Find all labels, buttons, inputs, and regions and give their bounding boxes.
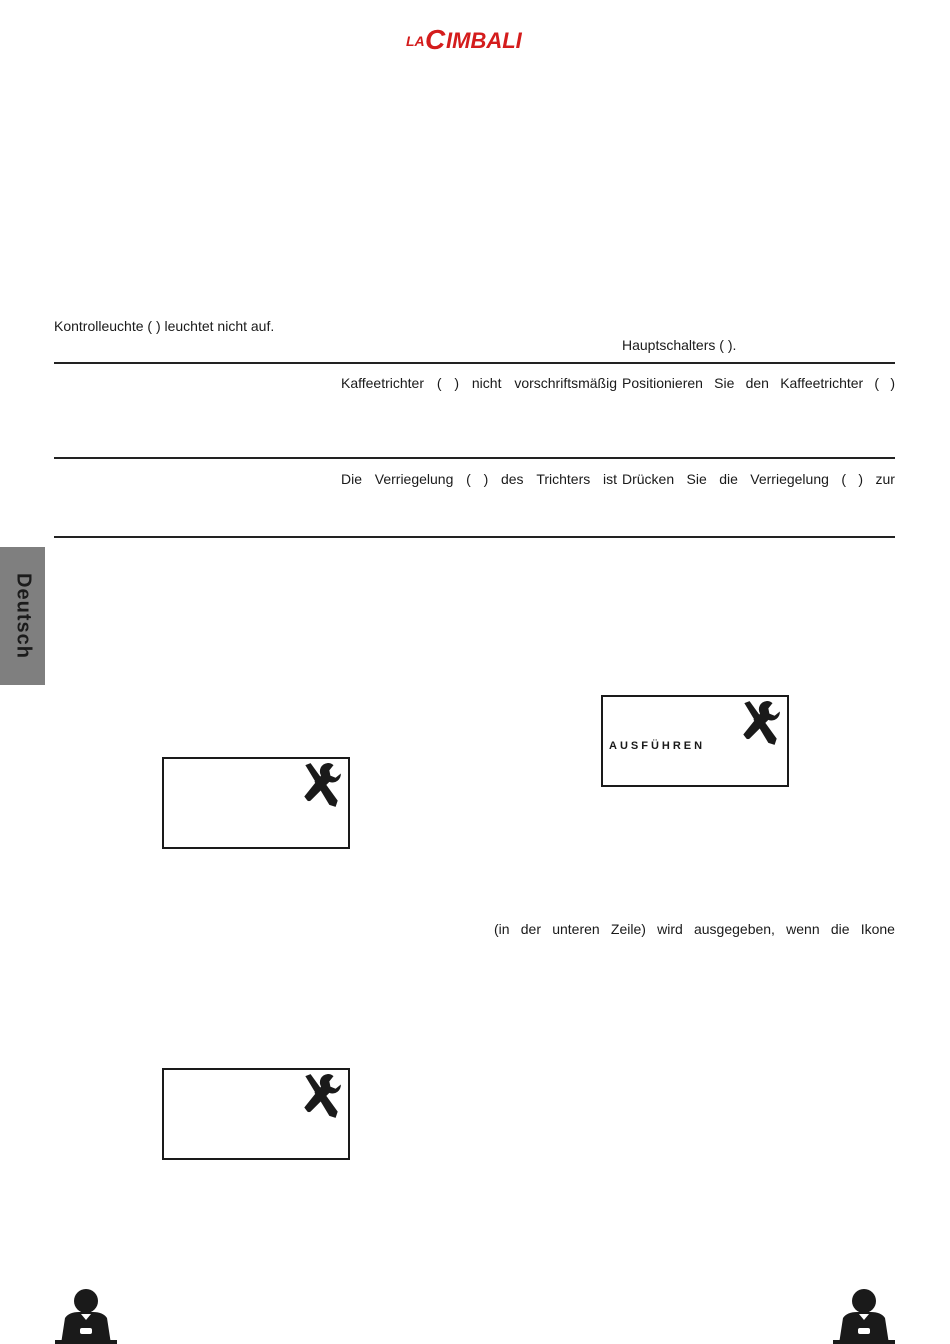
barista-icon — [55, 1288, 117, 1344]
word: ) — [454, 375, 460, 391]
svg-text:LA: LA — [406, 33, 425, 49]
language-tab-label: Deutsch — [12, 573, 34, 659]
display-panel-left-bottom — [162, 1068, 350, 1160]
tools-icon — [300, 1072, 342, 1120]
row3-cause-line — [341, 470, 617, 488]
word: Zeile) — [610, 921, 646, 937]
row3-remedy-line — [622, 470, 895, 488]
table-rule — [54, 457, 895, 459]
word: ) — [858, 471, 864, 487]
word: ) — [483, 471, 489, 487]
word: Sie — [686, 471, 707, 487]
word: Positionieren — [622, 375, 703, 391]
word: vorschriftsmäßig — [514, 375, 617, 391]
word: ( — [874, 375, 880, 391]
word: Die — [341, 471, 363, 487]
word: ( — [436, 375, 442, 391]
word: die — [830, 921, 850, 937]
word: wird — [657, 921, 683, 937]
row2-cause-line — [341, 374, 617, 392]
tools-icon — [739, 699, 781, 747]
instruction-line — [494, 920, 895, 938]
barista-icon — [833, 1288, 895, 1344]
word: unteren — [552, 921, 600, 937]
word: Trichters — [536, 471, 591, 487]
word: Verriegelung — [750, 471, 829, 487]
table-rule — [54, 362, 895, 364]
tools-icon — [300, 761, 342, 809]
word: die — [719, 471, 738, 487]
word: zur — [875, 471, 895, 487]
word: ( — [841, 471, 846, 487]
row1-remedy-text: Hauptschalters ( ). — [622, 337, 737, 353]
word: Sie — [714, 375, 735, 391]
row2-remedy-line — [622, 374, 895, 392]
word: Ikone — [860, 921, 895, 937]
language-tab — [0, 547, 45, 685]
word: wenn — [786, 921, 820, 937]
word: ausgegeben, — [693, 921, 775, 937]
word: ist — [603, 471, 617, 487]
lacimbali-logo — [405, 24, 547, 56]
display-panel-left-top — [162, 757, 350, 849]
word: Drücken — [622, 471, 675, 487]
svg-text:IMBALI: IMBALI — [446, 28, 522, 53]
row1-cause-text: Kontrolleuchte ( ) leuchtet nicht auf. — [54, 318, 275, 334]
display-label: AUSFÜHREN — [609, 740, 706, 752]
word: Kaffeetrichter — [341, 375, 425, 391]
word: nicht — [471, 375, 502, 391]
word: (in — [494, 921, 510, 937]
table-rule — [54, 536, 895, 538]
word: Kaffeetrichter — [780, 375, 864, 391]
svg-text:C: C — [425, 24, 446, 55]
word: Verriegelung — [374, 471, 454, 487]
display-panel-right — [601, 695, 789, 787]
word: der — [520, 921, 541, 937]
word: ) — [890, 375, 895, 391]
word: des — [500, 471, 524, 487]
word: den — [745, 375, 769, 391]
word: ( — [466, 471, 471, 487]
